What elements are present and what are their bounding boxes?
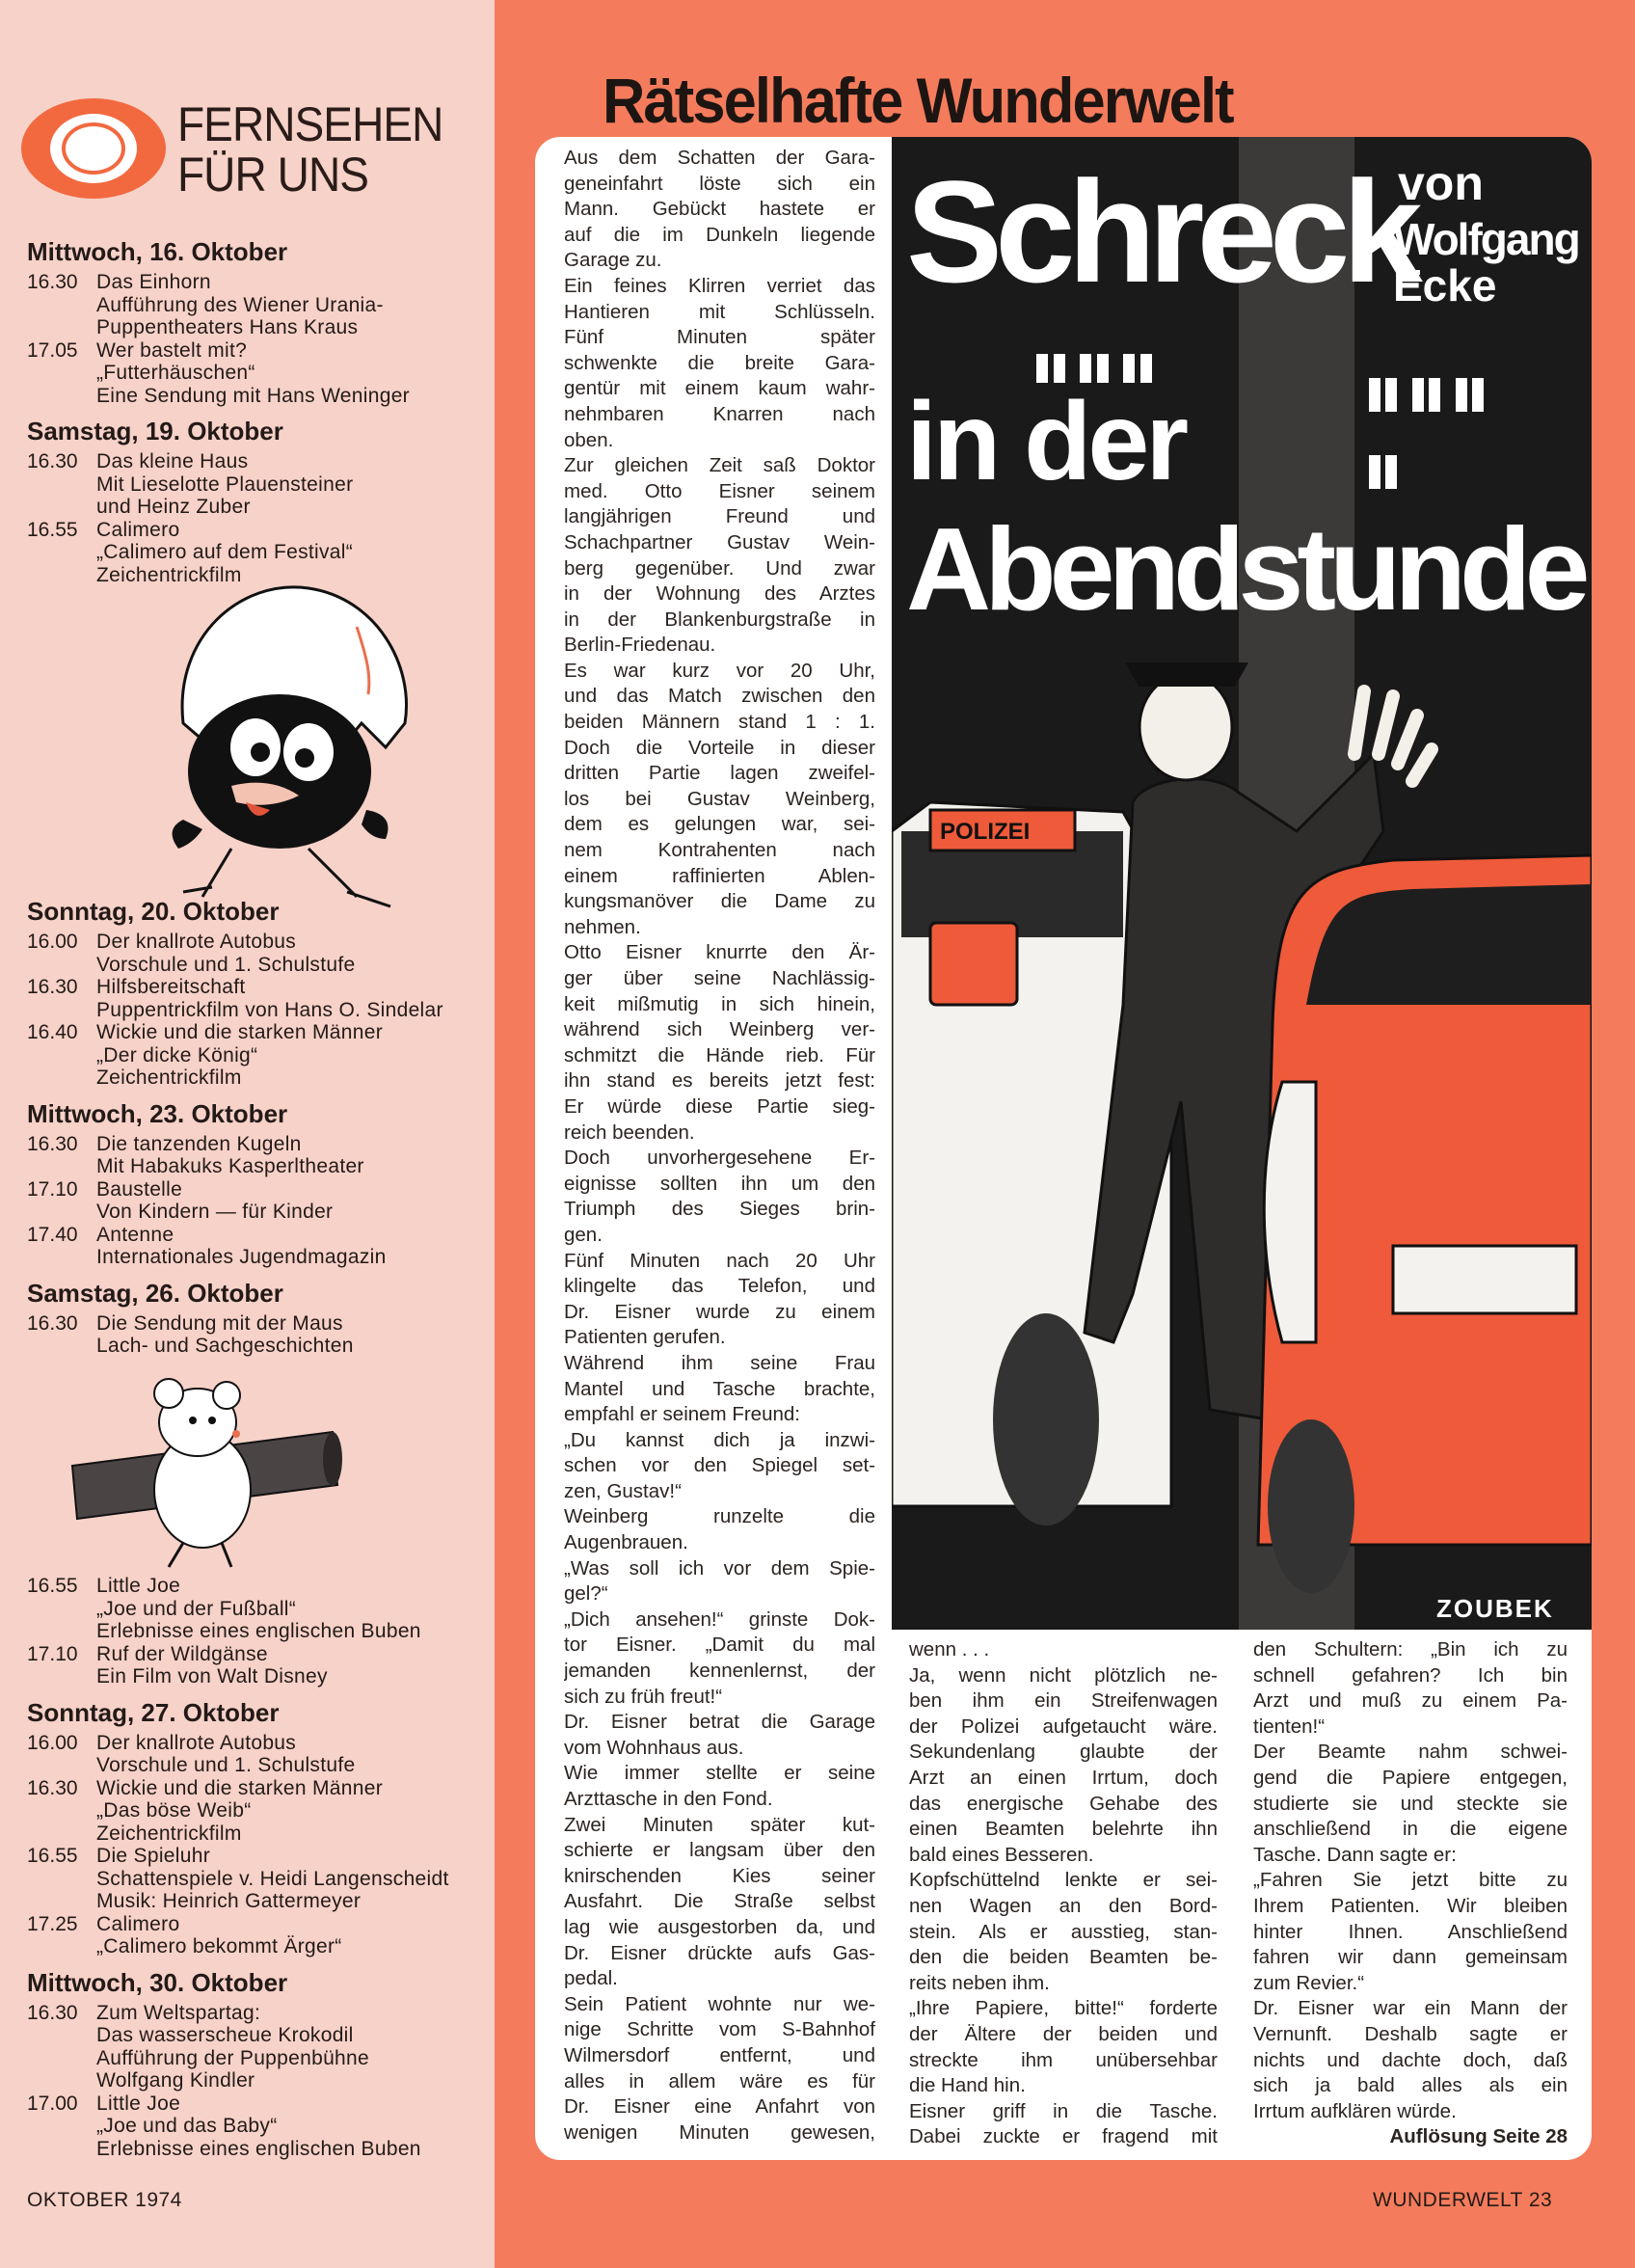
- program-entry: [27, 1021, 499, 1090]
- article-line: stein. Als er ausstieg, stan-: [909, 1920, 1218, 1943]
- article-paragraph: [564, 1428, 875, 1505]
- issue-date-footer: OKTOBER 1974: [27, 2189, 182, 2211]
- article-paragraph: [1253, 1868, 1568, 1996]
- day-heading: Sonntag, 27. Oktober: [27, 1697, 280, 1727]
- program-line: Hilfsbereitschaft: [96, 976, 246, 998]
- program-line: Wer bastelt mit?: [96, 338, 248, 362]
- program-line: Little Joe: [96, 2092, 181, 2115]
- article-line: nehmbaren Knarren nach: [564, 402, 875, 425]
- article-line: Während ihm seine Frau: [564, 1351, 875, 1374]
- program-line: Eine Sendung mit Hans Weninger: [96, 384, 410, 407]
- program-line: Schattenspiele v. Heidi Langenscheidt: [96, 1867, 449, 1890]
- program-line: Musik: Heinrich Gattermeyer: [96, 1890, 362, 1912]
- article-line: gend die Papiere entgegen,: [1253, 1766, 1568, 1789]
- article-paragraph: [564, 1992, 875, 2146]
- article-paragraph: [909, 1637, 1218, 1663]
- article-line: Vernunft. Deshalb sagte er: [1253, 2022, 1568, 2045]
- article-line: berg gegenüber. Und zwar: [564, 556, 875, 580]
- article-line: schen vor den Spiegel set-: [564, 1454, 875, 1477]
- program-details: [96, 1845, 449, 1913]
- article-line: Dr. Eisner betrat die Garage: [564, 1711, 875, 1734]
- program-line: Der knallrote Autobus: [96, 1731, 297, 1754]
- article-line: Weinberg runzelte die: [564, 1505, 875, 1528]
- tv-schedule-sidebar: [0, 0, 495, 2268]
- program-line: Ruf der Wildgänse: [96, 1642, 268, 1665]
- program-time: 16.30: [27, 1776, 78, 1799]
- program-line: Wolfgang Kindler: [96, 2069, 255, 2092]
- article-line: schierte er langsam über den: [564, 1839, 875, 1862]
- program-details: [96, 931, 355, 976]
- article-line: einem raffinierten Ablen-: [564, 864, 875, 887]
- article-line: „Was soll ich vor dem Spie-: [564, 1556, 875, 1580]
- article-line: und das Match zwischen den: [564, 685, 875, 708]
- article-line: „Fahren Sie jetzt bitte zu: [1253, 1869, 1568, 1892]
- program-line: Wickie und die starken Männer: [96, 1776, 383, 1799]
- program-line: Das Einhorn: [96, 271, 211, 293]
- article-paragraph: [564, 940, 875, 1146]
- article-paragraph: [909, 1996, 1218, 2098]
- article-line: tienten!“: [1253, 1714, 1326, 1738]
- program-details: [96, 1732, 355, 1777]
- article-paragraph: [909, 2099, 1218, 2150]
- article-line: dem es gelungen war, sei-: [564, 813, 875, 836]
- article-line: schmitzt die Hände rieb. Für: [564, 1043, 875, 1066]
- article-line: Arzt und muß zu einem Pa-: [1253, 1689, 1568, 1713]
- program-line: Die Sendung mit der Maus: [96, 1311, 343, 1335]
- calimero-chick-illustration: [164, 579, 415, 911]
- program-details: [96, 1312, 354, 1358]
- program-line: Puppentheaters Hans Kraus: [96, 316, 359, 338]
- program-line: Erlebnisse eines englischen Buben: [96, 2137, 421, 2160]
- illustration-byline-2: Wolfgang: [1393, 214, 1579, 264]
- program-line: Lach- und Sachgeschichten: [96, 1335, 354, 1357]
- article-line: „Dich ansehen!“ grinste Dok-: [564, 1607, 875, 1631]
- article-line: wenn . . .: [909, 1638, 990, 1660]
- program-line: Die tanzenden Kugeln: [96, 1132, 302, 1155]
- program-details: [96, 1575, 421, 1643]
- article-line: knirschenden Kies seiner: [564, 1864, 875, 1887]
- schedule-day: [27, 1099, 499, 1269]
- article-paragraph: [909, 1663, 1218, 1869]
- program-time: 17.25: [27, 1912, 78, 1935]
- program-entry: [27, 1777, 499, 1846]
- article-line: empfahl er seinem Freund:: [564, 1403, 800, 1426]
- program-entry: [27, 519, 499, 587]
- article-line: vom Wohnhaus aus.: [564, 1736, 744, 1759]
- day-heading: Mittwoch, 23. Oktober: [27, 1098, 288, 1128]
- schedule-day: [27, 1279, 499, 1358]
- program-line: Mit Lieselotte Plauensteiner: [96, 472, 354, 496]
- program-line: Aufführung der Puppenbühne: [96, 2046, 369, 2069]
- article-line: geneinfahrt löste sich ein: [564, 172, 875, 195]
- article-column-1: [564, 146, 875, 2146]
- article-line: gentür mit einem kaum wahr-: [564, 377, 875, 400]
- program-details: [96, 976, 443, 1021]
- program-line: Zum Weltspartag:: [96, 2001, 261, 2024]
- article-line: gel?“: [564, 1582, 608, 1606]
- article-line: auf die im Dunkeln liegende: [564, 223, 875, 246]
- article-line: Dabei zuckte er fragend mit: [909, 2125, 1218, 2148]
- page-number-footer: WUNDERWELT 23: [1373, 2189, 1553, 2211]
- article-line: der Polizei aufgetaucht wäre.: [909, 1714, 1218, 1738]
- article-line: hinter Ihnen. Anschließend: [1253, 1920, 1568, 1943]
- program-line: Wickie und die starken Männer: [96, 1021, 383, 1043]
- article-line: während sich Weinberg ver-: [564, 1018, 875, 1041]
- program-line: Little Joe: [96, 1575, 181, 1597]
- program-line: Vorschule und 1. Schulstufe: [96, 1754, 356, 1776]
- article-line: zum Revier.“: [1253, 1971, 1365, 1994]
- program-details: [96, 2092, 421, 2161]
- article-line: ihn stand es bereits jetzt fest:: [564, 1069, 875, 1093]
- article-line: Ausfahrt. Die Straße selbst: [564, 1890, 875, 1913]
- article-line: zen, Gustav!“: [564, 1479, 682, 1502]
- program-line: Calimero: [96, 518, 180, 541]
- program-line: Die Spieluhr: [96, 1845, 210, 1867]
- article-line: Kopfschüttelnd lenkte er sei-: [909, 1869, 1218, 1892]
- program-line: Ein Film von Walt Disney: [96, 1665, 328, 1688]
- article-line: bald eines Besseren.: [909, 1843, 1094, 1866]
- article-line: „Du kannst dich ja inzwi-: [564, 1428, 875, 1451]
- article-paragraph: [564, 1710, 875, 1761]
- program-details: [96, 1133, 364, 1178]
- article-line: Dr. Eisner wurde zu einem: [564, 1300, 875, 1323]
- program-line: „Calimero bekommt Ärger“: [96, 1935, 342, 1958]
- program-line: Das wasserscheue Krokodil: [96, 2024, 354, 2046]
- program-details: [96, 1224, 387, 1269]
- article-line: Tasche. Dann sagte er:: [1253, 1843, 1457, 1866]
- article-line: Fünf Minuten nach 20 Uhr: [564, 1249, 875, 1272]
- section-title: Rätselhafte Wunderwelt: [603, 65, 1233, 136]
- article-line: den die beiden Beamten be-: [909, 1946, 1218, 1969]
- program-line: Mit Habakuks Kasperltheater: [96, 1155, 364, 1177]
- article-line: schwenkte die breite Gara-: [564, 351, 875, 374]
- article-line: Es war kurz vor 20 Uhr,: [564, 659, 875, 682]
- article-line: nem Kontrahenten nach: [564, 839, 875, 862]
- program-entry: [27, 931, 499, 976]
- program-line: Der knallrote Autobus: [96, 931, 297, 953]
- article-line: Doch unvorhergesehene Er-: [564, 1147, 875, 1170]
- article-line: Zwei Minuten später kut-: [564, 1813, 875, 1836]
- article-line: dritten Partie lagen zweifel-: [564, 762, 875, 785]
- article-line: fahren wir dann gemeinsam: [1253, 1946, 1568, 1969]
- program-entry: [27, 271, 499, 339]
- program-line: Puppentrickfilm von Hans O. Sindelar: [96, 998, 443, 1021]
- article-line: Mantel und Tasche brachte,: [564, 1377, 875, 1400]
- article-line: Sekundenlang glaubte der: [909, 1741, 1218, 1764]
- program-details: [96, 1021, 383, 1090]
- schedule-day-continued: [27, 1575, 499, 1688]
- article-paragraph: [564, 1504, 875, 1555]
- program-entry: [27, 339, 499, 408]
- article-line: anschließend in die eigene: [1253, 1818, 1568, 1841]
- story-panel: [535, 137, 1592, 2160]
- article-column-3: [1253, 1637, 1568, 2150]
- schedule-day: [27, 897, 499, 1090]
- article-line: schnell gefahren? Ich bin: [1253, 1663, 1568, 1687]
- program-details: [96, 271, 384, 339]
- article-line: Wilmersdorf entfernt, und: [564, 2043, 875, 2066]
- program-line: Zeichentrickfilm: [96, 1066, 242, 1089]
- program-entry: [27, 1913, 499, 1958]
- article-line: Ihrem Patienten. Wir bleiben: [1253, 1894, 1568, 1917]
- article-paragraph: [1253, 1637, 1568, 1740]
- program-time: 17.10: [27, 1642, 78, 1665]
- illustration-byline-1: von: [1398, 156, 1484, 210]
- program-line: Zeichentrickfilm: [96, 1822, 242, 1845]
- program-time: 16.30: [27, 2001, 78, 2024]
- article-line: reits neben ihm.: [909, 1971, 1050, 1994]
- article-paragraph: [564, 659, 875, 941]
- program-time: 16.55: [27, 518, 78, 541]
- program-time: 16.00: [27, 931, 78, 953]
- program-details: [96, 1913, 342, 1958]
- program-line: Calimero: [96, 1912, 180, 1935]
- article-line: Eisner griff in die Tasche.: [909, 2099, 1218, 2122]
- program-line: „Das böse Weib“: [96, 1799, 252, 1822]
- illustration-title-word3: Abendstunde: [906, 503, 1584, 634]
- article-paragraph: [564, 1761, 875, 1812]
- article-line: ger über seine Nachlässig-: [564, 967, 875, 989]
- article-line: klingelte das Telefon, und: [564, 1275, 875, 1298]
- article-line: sich ja bald alles als ein: [1253, 2074, 1568, 2097]
- schedule-group: [27, 1575, 499, 2170]
- program-line: „Der dicke König“: [96, 1043, 258, 1066]
- article-line: Arzt an einen Irrtum, doch: [909, 1766, 1218, 1789]
- article-line: Irrtum aufklären würde.: [1253, 2099, 1457, 2122]
- program-entry: [27, 1133, 499, 1178]
- program-line: Zeichentrickfilm: [96, 563, 242, 586]
- article-line: Sein Patient wohnte nur we-: [564, 1992, 875, 2015]
- story-illustration-policeman-and-cars: [892, 137, 1592, 1630]
- program-line: „Futterhäuschen“: [96, 362, 255, 384]
- program-time: 16.30: [27, 1132, 78, 1155]
- program-details: [96, 339, 410, 408]
- program-time: 17.05: [27, 338, 78, 362]
- schedule-group: [27, 897, 499, 1367]
- program-line: Erlebnisse eines englischen Buben: [96, 1620, 421, 1642]
- article-line: Schachpartner Gustav Wein-: [564, 530, 875, 554]
- article-line: Dr. Eisner eine Anfahrt von: [564, 2095, 875, 2119]
- article-line: Doch die Vorteile in dieser: [564, 736, 875, 759]
- article-line: in der Blankenburgstraße in: [564, 608, 875, 631]
- article-paragraph: [564, 1351, 875, 1428]
- article-line: den Schultern: „Bin ich zu: [1253, 1638, 1568, 1660]
- article-line: nige Schritte vom S-Bahnhof: [564, 2018, 875, 2041]
- article-line: Garage zu.: [564, 249, 662, 272]
- article-line: Dr. Eisner drückte aufs Gas-: [564, 1941, 875, 1964]
- schedule-day: [27, 1968, 499, 2161]
- article-line: „Ihre Papiere, bitte!“ forderte: [909, 1997, 1218, 2020]
- program-entry: [27, 1224, 499, 1269]
- artist-signature: ZOUBEK: [1436, 1594, 1554, 1623]
- article-line: kungsmanöver die Dame zu: [564, 890, 875, 913]
- illustration-title-word1: Schreck: [906, 150, 1415, 312]
- day-heading: Samstag, 19. Oktober: [27, 417, 283, 446]
- program-entry: [27, 1732, 499, 1777]
- schedule-day: [27, 1698, 499, 1958]
- program-entry: [27, 450, 499, 519]
- program-entry: [27, 2092, 499, 2161]
- article-line: wenigen Minuten gewesen,: [564, 2120, 875, 2144]
- article-line: Mann. Gebückt hastete er: [564, 198, 875, 221]
- article-paragraph: [564, 1607, 875, 1710]
- article-paragraph: [564, 1249, 875, 1351]
- program-time: 16.00: [27, 1731, 78, 1754]
- article-paragraph: [1253, 1740, 1568, 1868]
- article-line: Er würde diese Partie sieg-: [564, 1094, 875, 1118]
- resolution-note: Auflösung Seite 28: [1389, 2125, 1568, 2148]
- article-line: Patienten gerufen.: [564, 1326, 726, 1349]
- tv-logo-icon: [21, 98, 166, 199]
- article-line: Wie immer stellte er seine: [564, 1762, 875, 1785]
- article-line: tor Eisner. „Damit du mal: [564, 1634, 875, 1657]
- program-time: 16.30: [27, 976, 78, 998]
- article-line: reich beenden.: [564, 1120, 695, 1144]
- article-paragraph: [564, 146, 875, 274]
- program-time: 16.40: [27, 1021, 78, 1043]
- article-line: ben ihm ein Streifenwagen: [909, 1689, 1218, 1713]
- program-line: „Joe und das Baby“: [96, 2115, 278, 2137]
- article-line: der Ältere der beiden und: [909, 2022, 1218, 2045]
- article-line: die Hand hin.: [909, 2074, 1026, 2097]
- article-line: eignisse sollten ihn um den: [564, 1172, 875, 1195]
- program-time: 16.55: [27, 1575, 78, 1597]
- article-line: streckte ihm unübersehbar: [909, 2048, 1218, 2071]
- program-time: 16.30: [27, 1311, 78, 1335]
- article-line: nehmen.: [564, 915, 641, 938]
- article-line: Otto Eisner knurrte den Är-: [564, 941, 875, 964]
- article-line: das energische Gehabe des: [909, 1792, 1218, 1815]
- article-line: nen Wagen an den Bord-: [909, 1894, 1218, 1917]
- article-line: Augenbrauen.: [564, 1531, 688, 1554]
- article-paragraph: [1253, 1996, 1568, 2124]
- day-heading: Mittwoch, 16. Oktober: [27, 237, 288, 266]
- program-time: 17.40: [27, 1223, 78, 1246]
- schedule-group: [27, 237, 499, 596]
- program-line: und Heinz Zuber: [96, 496, 251, 518]
- program-entry: [27, 1845, 499, 1913]
- article-line: Berlin-Friedenau.: [564, 634, 716, 657]
- program-line: Internationales Jugendmagazin: [96, 1246, 387, 1268]
- schedule-day: [27, 237, 499, 407]
- program-details: [96, 1777, 383, 1846]
- article-paragraph: [909, 1868, 1218, 1996]
- article-line: Ein feines Klirren verriet das: [564, 274, 875, 297]
- article-line: Dr. Eisner war ein Mann der: [1253, 1997, 1568, 2020]
- article-line: beiden Männern stand 1 : 1.: [564, 711, 875, 734]
- program-line: Vorschule und 1. Schulstufe: [96, 953, 356, 976]
- article-line: lag wie ausgestorben da, und: [564, 1915, 875, 1938]
- program-entry: [27, 1312, 499, 1358]
- illustration-byline-3: Ecke: [1393, 260, 1497, 310]
- article-paragraph: [564, 453, 875, 659]
- program-details: [96, 450, 353, 519]
- article-line: Der Beamte nahm schwei-: [1253, 1741, 1568, 1764]
- article-line: Arzttasche in den Fond.: [564, 1788, 773, 1810]
- article-line: keit mißmutig in sich hinein,: [564, 992, 875, 1015]
- police-sign-text: POLIZEI: [940, 819, 1031, 845]
- mouse-with-rolled-carpet-illustration: [67, 1374, 347, 1577]
- logo-title-line2: FÜR UNS: [177, 148, 369, 202]
- day-heading: Mittwoch, 30. Oktober: [27, 1967, 288, 1997]
- program-entry: [27, 1643, 499, 1688]
- schedule-day: [27, 417, 499, 586]
- article-line: nichts und dachte doch, daß: [1253, 2048, 1568, 2071]
- article-line: jemanden kennenlernst, der: [564, 1660, 875, 1683]
- article-line: Aus dem Schatten der Gara-: [564, 147, 875, 169]
- article-line: sich zu früh freut!“: [564, 1685, 723, 1708]
- article-line: Triumph des Sieges brin-: [564, 1198, 875, 1221]
- program-time: 17.00: [27, 2092, 78, 2115]
- article-paragraph: [564, 274, 875, 453]
- article-column-2: [909, 1637, 1218, 2150]
- article-line: Zur gleichen Zeit saß Doktor: [564, 454, 875, 477]
- day-heading: Samstag, 26. Oktober: [27, 1278, 283, 1308]
- article-line: Hantieren mit Schlüsseln.: [564, 300, 875, 323]
- article-line: pedal.: [564, 1967, 618, 1990]
- article-line: in der Wohnung des Arztes: [564, 582, 875, 606]
- program-details: [96, 519, 353, 587]
- article-line: studierte sie und steckte sie: [1253, 1792, 1568, 1815]
- article-line: alles in allem wäre es für: [564, 2069, 875, 2092]
- program-time: 17.10: [27, 1177, 78, 1201]
- program-line: „Joe und der Fußball“: [96, 1597, 297, 1620]
- article-line: oben.: [564, 428, 614, 451]
- program-entry: [27, 976, 499, 1021]
- article-line: med. Otto Eisner seinem: [564, 479, 875, 502]
- article-paragraph: [564, 1813, 875, 1992]
- program-details: [96, 1643, 328, 1688]
- program-details: [96, 1178, 333, 1224]
- program-line: Aufführung des Wiener Urania-: [96, 293, 384, 316]
- program-entry: [27, 1178, 499, 1224]
- program-time: 16.30: [27, 450, 78, 472]
- article-line: langjährigen Freund und: [564, 505, 875, 528]
- program-details: [96, 2002, 369, 2092]
- article-line: gen.: [564, 1223, 603, 1246]
- program-line: Antenne: [96, 1223, 174, 1246]
- logo-title-line1: FERNSEHEN: [177, 97, 443, 151]
- article-line: einen Beamten belehrte ihn: [909, 1818, 1218, 1841]
- article-line: Ja, wenn nicht plötzlich ne-: [909, 1663, 1218, 1687]
- program-entry: [27, 2002, 499, 2092]
- article-line: Fünf Minuten später: [564, 326, 875, 349]
- program-time: 16.55: [27, 1845, 78, 1867]
- program-time: 16.30: [27, 271, 78, 293]
- program-line: Von Kindern — für Kinder: [96, 1201, 334, 1223]
- illustration-title-word2: in der: [906, 380, 1186, 503]
- article-line: los bei Gustav Weinberg,: [564, 787, 875, 810]
- day-heading: Sonntag, 20. Oktober: [27, 897, 280, 926]
- program-line: Das kleine Haus: [96, 450, 249, 472]
- program-line: „Calimero auf dem Festival“: [96, 541, 354, 563]
- program-line: Baustelle: [96, 1177, 183, 1201]
- program-entry: [27, 1575, 499, 1643]
- article-paragraph: [564, 1556, 875, 1607]
- article-paragraph: [564, 1146, 875, 1248]
